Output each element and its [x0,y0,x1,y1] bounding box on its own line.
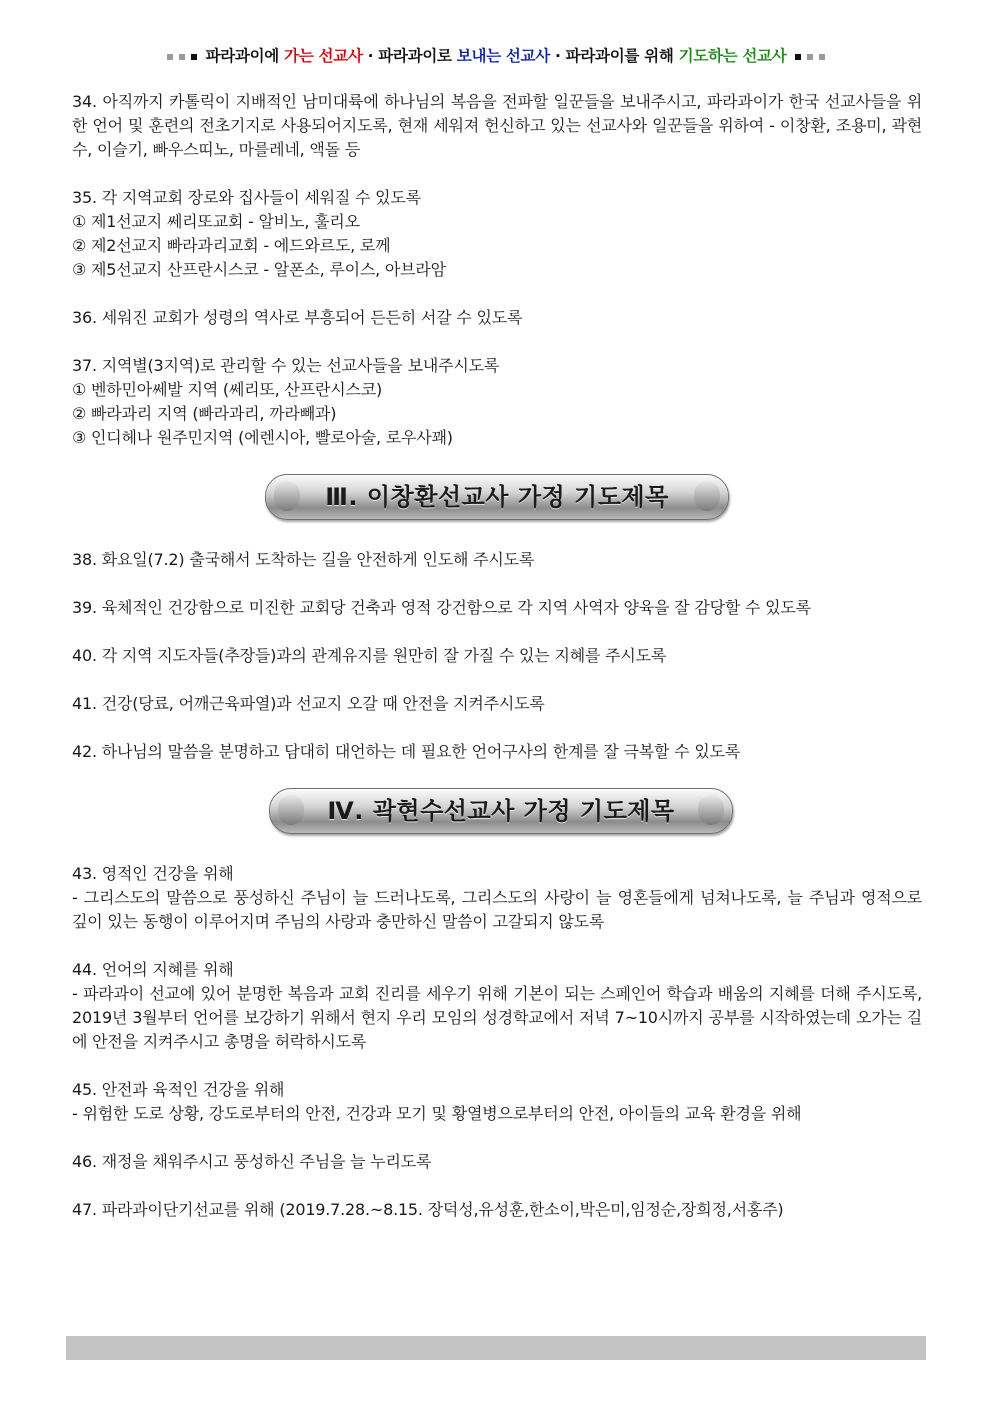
header-text-going: 가는 선교사 [284,47,363,65]
header-text-sending: 보내는 선교사 [456,47,550,65]
prayer-item-title: 47. 파라과이단기선교를 위해 (2019.7.28.~8.15. 장덕성,유성훈,한소이,박은미,임정순,장희정,서홍주) [72,1200,784,1219]
square-icon [795,54,801,60]
page-header [0,44,992,66]
prayer-item-title: 35. 각 지역교회 장로와 집사들이 세워질 수 있도록 [72,188,421,207]
prayer-item-line: ① 제1선교지 쎄리또교회 - 알비노, 훌리오 [72,212,360,231]
section-banner-3 [72,474,922,522]
prayer-item [72,548,922,572]
prayer-item [72,644,922,668]
prayer-item [72,1198,922,1222]
banner-cap-left [278,795,304,825]
square-icon [179,54,185,60]
prayer-item [72,1078,922,1126]
prayer-item-line: ③ 인디헤나 원주민지역 (에렌시아, 빨로아술, 로우사꽤) [72,428,453,447]
prayer-item-line: - 파라과이 선교에 있어 분명한 복음과 교회 진리를 세우기 위해 기본이 되는 스페인어 학습과 배움의 지혜를 더해 주시도록, 2019년 3월부터 언어를 보강하기 위해서 현지 우리 모임의 성경학교에서 저녁 7~10시까지 공부를 시작하였는데 오가는 길에 안전을 지켜주시고 총명을 허락하시도록 [72,984,922,1051]
prayer-item [72,862,922,934]
banner-4 [269,788,733,834]
header-text-2: · 파라과이로 [362,47,457,65]
prayer-item-title: 39. 육체적인 건강함으로 미진한 교회당 건축과 영적 강건함으로 각 지역 사역자 양육을 잘 감당할 수 있도록 [72,598,811,617]
prayer-item-line: - 위험한 도로 상황, 강도로부터의 안전, 건강과 모기 및 황열병으로부터의 안전, 아이들의 교육 환경을 위해 [72,1104,802,1123]
banner-cap-left [274,481,300,511]
header-text-praying: 기도하는 선교사 [678,47,787,65]
prayer-item [72,596,922,620]
prayer-item [72,692,922,716]
header-text-3: · 파라과이를 위해 [549,47,679,65]
prayer-item [72,740,922,764]
square-icon [191,54,197,60]
prayer-item-title: 40. 각 지역 지도자들(추장들)과의 관계유지를 원만히 잘 가질 수 있는 지혜를 주시도록 [72,646,667,665]
banner-4-title: Ⅳ. 곽현수선교사 가정 기도제목 [327,797,675,825]
prayer-item-title: 34. 아직까지 카톨릭이 지배적인 남미대륙에 하나님의 복음을 전파할 일꾼들을 보내주시고, 파라과이가 한국 선교사들을 위한 언어 및 훈련의 전초기지로 사용되어지도록, 현재 세워져 헌신하고 있는 선교사와 일꾼들을 위하여 - 이창환, 조용미, 곽현수, 이슬기, 빠우스띠노, 마를레네, 액돌 등 [72,92,922,159]
prayer-item [72,186,922,282]
prayer-item-title: 41. 건강(당료, 어깨근육파열)과 선교지 오갈 때 안전을 지켜주시도록 [72,694,545,713]
prayer-item-title: 42. 하나님의 말씀을 분명하고 담대히 대언하는 데 필요한 언어구사의 한계를 잘 극복할 수 있도록 [72,742,741,761]
footer-bar [66,1336,926,1360]
header-text-1: 파라과이에 [205,47,285,65]
prayer-item-title: 38. 화요일(7.2) 출국해서 도착하는 길을 안전하게 인도해 주시도록 [72,550,535,569]
square-icon [167,54,173,60]
prayer-item-line: ① 벤하민아쎄발 지역 (쎄리또, 산프란시스코) [72,380,383,399]
banner-3-title: Ⅲ. 이창환선교사 가정 기도제목 [325,483,669,511]
prayer-group-a [72,90,922,450]
prayer-item-line: ③ 제5선교지 산프란시스코 - 알폰소, 루이스, 아브라암 [72,260,446,279]
prayer-group-c [72,862,922,1222]
prayer-item [72,354,922,450]
prayer-item-line: ② 제2선교지 빠라과리교회 - 에드와르도, 로께 [72,236,391,255]
square-icon [807,54,813,60]
prayer-item-line: - 그리스도의 말씀으로 풍성하신 주님이 늘 드러나도록, 그리스도의 사랑이 늘 영혼들에게 넘쳐나도록, 늘 주님과 영적으로 깊이 있는 동행이 이루어지며 주님의 사랑과 충만하신 말씀이 고갈되지 않도록 [72,888,922,931]
banner-3 [265,474,729,520]
prayer-item-title: 45. 안전과 육적인 건강을 위해 [72,1080,285,1099]
prayer-item-title: 44. 언어의 지혜를 위해 [72,960,234,979]
prayer-item-title: 43. 영적인 건강을 위해 [72,864,234,883]
prayer-list [72,90,922,1246]
prayer-item-title: 36. 세워진 교회가 성령의 역사로 부흥되어 든든히 서갈 수 있도록 [72,308,523,327]
prayer-item [72,90,922,162]
prayer-item [72,958,922,1054]
prayer-item [72,1150,922,1174]
prayer-item-line: ② 빠라과리 지역 (빠라과리, 까라빼과) [72,404,337,423]
prayer-item [72,306,922,330]
prayer-item-title: 37. 지역별(3지역)로 관리할 수 있는 선교사들을 보내주시도록 [72,356,500,375]
square-icon [819,54,825,60]
section-banner-4 [72,788,922,836]
prayer-item-title: 46. 재정을 채워주시고 풍성하신 주님을 늘 누리도록 [72,1152,432,1171]
banner-cap-right [698,795,724,825]
prayer-group-b [72,548,922,764]
banner-cap-right [694,481,720,511]
